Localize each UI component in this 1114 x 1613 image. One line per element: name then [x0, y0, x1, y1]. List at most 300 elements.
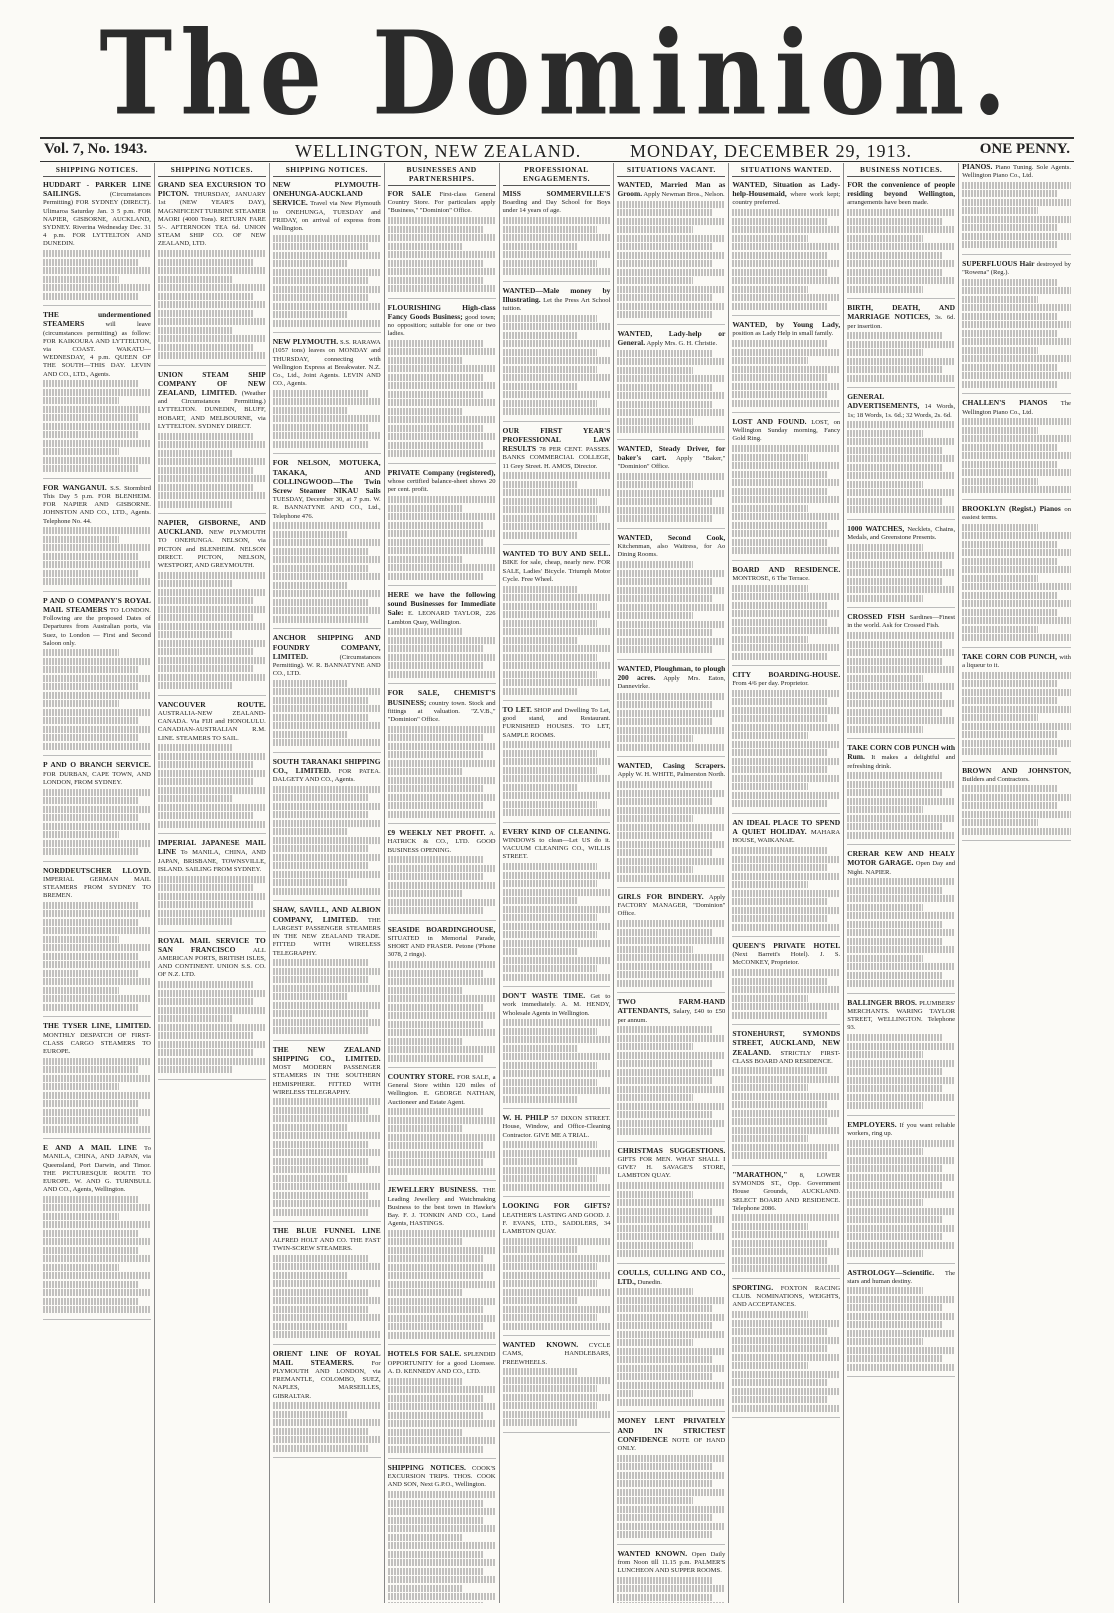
- small-print-line: [273, 731, 349, 738]
- small-print-line: [273, 1411, 349, 1418]
- small-print-line: [732, 1214, 840, 1221]
- small-print-line: [847, 878, 955, 885]
- classified-ad: [273, 1046, 381, 1223]
- small-print-line: [273, 539, 381, 546]
- small-print-line: [847, 1165, 942, 1172]
- small-print-line: [617, 621, 725, 628]
- small-print-line: [503, 750, 598, 757]
- newspaper-column: [40, 163, 155, 1603]
- small-print-line: [43, 927, 151, 934]
- small-print-line: [847, 946, 955, 953]
- small-print-line: [617, 1305, 712, 1312]
- small-print-line: [273, 811, 368, 818]
- small-print-line: [503, 775, 611, 782]
- small-print-line: [158, 318, 266, 325]
- ad-title: FOR SALE, CHEMIST'S BUSINESS;: [387, 688, 496, 707]
- small-print-line: [503, 1028, 598, 1035]
- small-print-line: [388, 1534, 464, 1541]
- small-print-line: [43, 961, 151, 968]
- small-print-line: [847, 1296, 955, 1303]
- ad-body: Piano Tuning. Sole Agents. Wellington Piano Co., Ltd.: [962, 164, 1071, 180]
- small-print-line: [617, 201, 725, 208]
- small-print-line: [617, 367, 693, 374]
- classified-ad: [847, 525, 955, 608]
- small-print-line: [503, 880, 598, 887]
- small-print-line: [847, 209, 955, 216]
- small-print-line: [273, 1175, 349, 1182]
- small-print-line: [617, 1594, 712, 1601]
- small-print-line: [617, 481, 693, 488]
- ad-body: Apply FACTORY MANAGER, "Dominion" Office.: [617, 894, 726, 918]
- ad-body: COOK'S EXCURSION TRIPS. THOS. COOK AND SON, Next G.P.O., Wellington.: [387, 1465, 496, 1489]
- small-print-line: [732, 505, 808, 512]
- small-print-line: [732, 732, 808, 739]
- classified-ad: [617, 330, 725, 440]
- classified-ad: [962, 260, 1071, 394]
- ad-title: CROSSED FISH: [847, 612, 906, 622]
- small-print-line: [617, 1480, 712, 1487]
- small-print-line: [962, 207, 1038, 214]
- ad-title: WANTED, Casing Scrapers.: [617, 761, 726, 771]
- ad-body: The stars and human destiny.: [847, 1269, 956, 1285]
- newspaper-column: [385, 163, 500, 1603]
- small-print-line: [847, 980, 955, 987]
- ad-body: THURSDAY, JANUARY 1st (NEW YEAR'S DAY), MAGNIFICENT TURBINE STEAMER MAORI (4000 Tons). RETURN FARE 5/-. AFTERNOON TEA 6d. UNION STEAM SHIP CO. OF NEW ZEALAND, LTD.: [157, 191, 266, 248]
- small-print-line: [273, 1445, 368, 1452]
- small-print-line: [732, 1396, 827, 1403]
- small-print-line: [617, 252, 725, 259]
- small-print-line: [273, 286, 381, 293]
- ad-title: EVERY KIND OF CLEANING.: [502, 826, 611, 836]
- small-print-line: [847, 481, 923, 488]
- small-print-line: [273, 688, 381, 695]
- small-print-line: [503, 1368, 579, 1375]
- ad-title: SUPERFLUOUS Hair: [962, 258, 1035, 268]
- small-print-line: [732, 610, 840, 617]
- small-print-line: [503, 645, 611, 652]
- small-print-line: [732, 488, 827, 495]
- volume-number: Vol. 7, No. 1943.: [44, 141, 148, 157]
- small-print-line: [732, 1337, 840, 1344]
- ad-body: For PLYMOUTH AND LONDON, via FREMANTLE, COLOMBO, SUEZ, NAPLES, MARSEILLES, GIBRALTAR.: [272, 1359, 381, 1400]
- page-columns: [40, 163, 1074, 1603]
- small-print-line: [503, 688, 579, 695]
- small-print-line: [388, 777, 496, 784]
- small-print-line: [273, 294, 368, 301]
- small-print-line: [158, 580, 234, 587]
- small-print-line: [273, 803, 381, 810]
- ad-title: OUR FIRST YEAR'S PROFESSIONAL LAW RESULTS: [502, 425, 611, 454]
- small-print-line: [617, 409, 725, 416]
- small-print-line: [158, 640, 266, 647]
- small-print-line: [847, 455, 955, 462]
- small-print-line: [43, 700, 119, 707]
- small-print-line: [388, 425, 483, 432]
- small-print-line: [503, 472, 611, 479]
- ad-body: 8, LOWER SYMONDS ST., Opp. Government House Grounds, AUCKLAND. SELECT BOARD AND RESIDENCE. Telephone 2086.: [732, 1171, 841, 1212]
- small-print-line: [617, 954, 725, 961]
- small-print-line: [43, 726, 151, 733]
- small-print-line: [158, 467, 253, 474]
- small-print-line: [847, 1140, 955, 1147]
- small-print-line: [732, 907, 840, 914]
- small-print-line: [43, 1126, 151, 1133]
- small-print-line: [732, 303, 827, 310]
- small-print-line: [273, 432, 381, 439]
- small-print-line: [43, 1066, 138, 1073]
- ad-title: GRAND SEA EXCURSION TO PICTON.: [157, 180, 266, 199]
- small-print-line: [273, 1183, 381, 1190]
- ad-title: CRERAR KEW AND HEALY MOTOR GARAGE.: [847, 849, 956, 868]
- small-print-line: [847, 938, 942, 945]
- small-print-line: [962, 626, 1038, 633]
- small-print-line: [962, 524, 1038, 531]
- small-print-line: [273, 845, 368, 852]
- small-print-line: [962, 199, 1071, 206]
- small-print-line: [732, 400, 840, 407]
- ad-title: PIANOS.: [962, 163, 993, 171]
- small-print-line: [43, 527, 151, 534]
- ad-title: WANTED TO BUY AND SELL.: [502, 549, 611, 559]
- ad-body: MAHARA HOUSE, WAIKANAE.: [732, 829, 841, 845]
- small-print-line: [732, 445, 840, 452]
- small-print-line: [847, 726, 923, 733]
- small-print-line: [43, 553, 138, 560]
- small-print-line: [43, 919, 138, 926]
- small-print-line: [617, 1208, 712, 1215]
- small-print-line: [732, 749, 827, 756]
- small-print-line: [43, 970, 138, 977]
- small-print-line: [847, 366, 942, 373]
- small-print-line: [847, 561, 942, 568]
- classified-ad: [962, 767, 1071, 842]
- ad-title: 1000 WATCHES,: [847, 523, 905, 533]
- small-print-line: [847, 1034, 942, 1041]
- small-print-line: [732, 1320, 840, 1327]
- small-print-line: [503, 1036, 611, 1043]
- small-print-line: [617, 426, 725, 433]
- small-print-line: [273, 993, 349, 1000]
- ad-body: (Circumstances Permitting) FOR SYDNEY (DIRECT). Ulimaroa Saturday Jan. 3 5 p.m. FOR NAPIER, GISBORNE, AUCKLAND, SYDNEY. Riverina Wednesday Dec. 31 4 p.m. FOR LYTTELTON AND DUNEDIN.: [43, 191, 151, 248]
- ad-title: W. H. PHILP: [502, 1113, 549, 1123]
- small-print-line: [962, 634, 1071, 641]
- small-print-line: [388, 1500, 483, 1507]
- small-print-line: [732, 741, 840, 748]
- ad-title: QUEEN'S PRIVATE HOTEL: [732, 941, 841, 951]
- small-print-line: [388, 1585, 464, 1592]
- small-print-line: [732, 454, 808, 461]
- small-print-line: [503, 1087, 611, 1094]
- ad-body: 14 Words, 1s; 18 Words, 1s. 6d.; 32 Words, 2s. 6d.: [847, 403, 956, 419]
- small-print-line: [732, 462, 840, 469]
- small-print-line: [617, 1339, 693, 1346]
- ad-body: Sardines—Finest in the world. Ask for Crossed Fish.: [847, 614, 956, 630]
- newspaper-column: [844, 163, 959, 1603]
- ad-title: BALLINGER BROS.: [847, 997, 917, 1007]
- small-print-line: [617, 235, 725, 242]
- small-print-line: [847, 438, 955, 445]
- small-print-line: [847, 1321, 942, 1328]
- small-print-line: [847, 832, 955, 839]
- small-print-line: [388, 442, 483, 449]
- small-print-line: [43, 666, 138, 673]
- small-print-line: [388, 734, 483, 741]
- ad-body: Open Daily from Noon till 11.15 p.m. PALMER'S LUNCHEON AND SUPPER ROOMS.: [617, 1550, 726, 1575]
- small-print-line: [158, 301, 266, 308]
- classified-ad: [503, 190, 611, 282]
- small-print-line: [503, 767, 598, 774]
- small-print-line: [43, 831, 119, 838]
- small-print-line: [617, 1086, 725, 1093]
- classified-ad: [273, 181, 381, 333]
- small-print-line: [847, 1225, 955, 1232]
- small-print-line: [273, 1010, 368, 1017]
- small-print-line: [617, 807, 725, 814]
- ad-title: HOTELS FOR SALE.: [387, 1349, 462, 1359]
- small-print-line: [847, 1364, 955, 1371]
- small-print-line: [732, 243, 840, 250]
- ad-body: Open Day and Night. NAPIER.: [847, 860, 956, 876]
- small-print-line: [273, 1297, 381, 1304]
- small-print-line: [43, 457, 151, 464]
- small-print-line: [847, 929, 955, 936]
- small-print-line: [273, 1255, 368, 1262]
- small-print-line: [503, 940, 611, 947]
- small-print-line: [617, 1348, 725, 1355]
- ad-title: TWO FARM-HAND ATTENDANTS,: [617, 997, 726, 1016]
- small-print-line: [732, 530, 840, 537]
- ad-body: First-class General Country Store. For particulars apply "Business," "Dominion" Office.: [387, 191, 496, 215]
- small-print-line: [43, 658, 151, 665]
- small-print-line: [732, 235, 808, 242]
- small-print-line: [617, 498, 712, 505]
- small-print-line: [617, 1322, 712, 1329]
- small-print-line: [503, 515, 598, 522]
- small-print-line: [158, 589, 266, 596]
- small-print-line: [158, 787, 266, 794]
- small-print-line: [158, 1058, 266, 1065]
- small-print-line: [43, 397, 119, 404]
- small-print-line: [847, 260, 955, 267]
- small-print-line: [617, 561, 693, 568]
- small-print-line: [617, 311, 712, 318]
- small-print-line: [43, 717, 138, 724]
- small-print-line: [388, 1306, 483, 1313]
- small-print-line: [43, 692, 151, 699]
- small-print-line: [388, 1332, 496, 1339]
- small-print-line: [503, 863, 598, 870]
- ad-body: Apply "Baker," "Dominion" Office.: [617, 455, 726, 471]
- small-print-line: [43, 259, 138, 266]
- small-print-line: [617, 1250, 725, 1257]
- small-print-line: [617, 946, 693, 953]
- small-print-line: [732, 294, 840, 301]
- small-print-line: [617, 1531, 712, 1538]
- small-print-line: [847, 1085, 942, 1092]
- small-print-line: [158, 284, 266, 291]
- small-print-line: [617, 384, 712, 391]
- small-print-line: [43, 1306, 151, 1313]
- small-print-line: [847, 1216, 942, 1223]
- small-print-line: [158, 665, 253, 672]
- ad-title: BOARD AND RESIDENCE.: [732, 564, 841, 574]
- small-print-line: [847, 1330, 955, 1337]
- small-print-line: [388, 856, 483, 863]
- small-print-line: [388, 1012, 496, 1019]
- small-print-line: [732, 522, 827, 529]
- ad-title: CHRISTMAS SUGGESTIONS.: [617, 1145, 726, 1155]
- small-print-line: [732, 1076, 840, 1083]
- small-print-line: [847, 1148, 923, 1155]
- ad-title: GIRLS FOR BINDERY.: [617, 892, 704, 902]
- small-print-line: [962, 452, 1071, 459]
- ad-body: Apply Mrs. G. H. Christie.: [646, 340, 718, 348]
- small-print-line: [847, 498, 942, 505]
- small-print-line: [388, 743, 496, 750]
- small-print-line: [43, 1075, 151, 1082]
- small-print-line: [43, 448, 119, 455]
- small-print-line: [388, 768, 464, 775]
- small-print-line: [388, 907, 483, 914]
- ad-body: FOXTON RACING CLUB. NOMINATIONS, WEIGHTS, AND ACCEPTANCES.: [732, 1284, 841, 1309]
- small-print-line: [503, 784, 579, 791]
- small-print-line: [847, 632, 955, 639]
- small-print-line: [158, 492, 266, 499]
- classified-ad: [732, 1171, 840, 1279]
- ad-body: THE LARGEST PASSENGER STEAMERS IN THE NEW ZEALAND TRADE. FITTED WITH WIRELESS TELEGRAPHY.: [272, 916, 381, 957]
- small-print-line: [503, 931, 598, 938]
- small-print-line: [43, 797, 138, 804]
- small-print-line: [43, 406, 151, 413]
- small-print-line: [273, 1263, 381, 1270]
- small-print-line: [732, 653, 827, 660]
- small-print-line: [617, 1463, 712, 1470]
- masthead: [0, 0, 1114, 142]
- small-print-line: [732, 792, 840, 799]
- small-print-line: [617, 218, 725, 225]
- small-print-line: [617, 744, 725, 751]
- small-print-line: [962, 216, 1071, 223]
- small-print-line: [732, 619, 827, 626]
- classified-ad: [617, 1147, 725, 1264]
- small-print-line: [43, 250, 151, 257]
- small-print-line: [388, 1508, 496, 1515]
- small-print-line: [617, 1128, 712, 1135]
- small-print-line: [732, 1118, 827, 1125]
- classified-ad: [617, 665, 725, 758]
- small-print-line: [388, 1134, 496, 1141]
- ad-body: S.S. Stormbird This Day 5 p.m. FOR BLENHEIM. FOR NAPIER AND GISBORNE. JOHNSTON AND CO., LTD., Agents. Telephone No. 44.: [43, 484, 151, 525]
- small-print-line: [617, 858, 725, 865]
- small-print-line: [962, 828, 1071, 835]
- small-print-line: [503, 226, 598, 233]
- small-print-line: [273, 985, 381, 992]
- small-print-line: [388, 539, 483, 546]
- small-print-line: [388, 564, 496, 571]
- ad-title: COUNTRY STORE.: [387, 1072, 455, 1082]
- ad-body: From 4/6 per day. Proprietor.: [732, 680, 809, 688]
- small-print-line: [388, 1420, 496, 1427]
- ad-title: BROWN AND JOHNSTON,: [962, 765, 1071, 775]
- small-print-line: [617, 693, 725, 700]
- small-print-line: [847, 1174, 955, 1181]
- small-print-line: [273, 837, 381, 844]
- ad-body: TUESDAY, December 30, at 7 p.m. W. R. BANNATYNE AND CO., Ltd., Telephone 476.: [272, 496, 381, 520]
- small-print-line: [158, 276, 234, 283]
- small-print-line: [43, 536, 119, 543]
- classified-ad: [273, 906, 381, 1040]
- small-print-line: [388, 1378, 464, 1385]
- classified-ad: [158, 839, 266, 931]
- classified-ad: [43, 484, 151, 592]
- small-print-line: [503, 1158, 579, 1165]
- small-print-line: [273, 424, 368, 431]
- ad-title: MONEY LENT PRIVATELY AND IN STRICTEST CONFIDENCE: [617, 1416, 726, 1444]
- small-print-line: [388, 1004, 483, 1011]
- small-print-line: [732, 1152, 827, 1159]
- small-print-line: [43, 709, 151, 716]
- small-print-line: [43, 414, 138, 421]
- small-print-line: [732, 915, 827, 922]
- small-print-line: [732, 690, 840, 697]
- ad-body: E. LEONARD TAYLOR, 226 Lambton Quay, Wellington.: [387, 610, 496, 626]
- classified-ad: [617, 181, 725, 325]
- small-print-line: [388, 505, 464, 512]
- small-print-line: [503, 872, 611, 879]
- small-print-line: [503, 1045, 579, 1052]
- small-print-line: [847, 235, 923, 242]
- small-print-line: [273, 879, 349, 886]
- small-print-line: [847, 666, 955, 673]
- small-print-line: [617, 392, 725, 399]
- classified-ad: [847, 1121, 955, 1264]
- small-print-line: [273, 1314, 381, 1321]
- small-print-line: [962, 541, 1058, 548]
- small-print-line: [503, 974, 611, 981]
- small-print-line: [962, 224, 1058, 231]
- small-print-line: [847, 1287, 923, 1294]
- classified-ad: [847, 181, 955, 299]
- classified-ad: [273, 338, 381, 454]
- small-print-line: [388, 1386, 496, 1393]
- classified-ad: [617, 1550, 725, 1603]
- small-print-line: [503, 594, 611, 601]
- small-print-line: [43, 734, 138, 741]
- small-print-line: [732, 873, 840, 880]
- small-print-line: [732, 1110, 840, 1117]
- small-print-line: [617, 929, 712, 936]
- small-print-line: [158, 1007, 266, 1014]
- small-print-line: [732, 252, 827, 259]
- ad-body: ALL AMERICAN PORTS, BRITISH ISLES, AND CONTINENT. UNION S.S. CO. OF N.Z. LTD.: [157, 946, 266, 979]
- small-print-line: [43, 814, 138, 821]
- small-print-line: [388, 1264, 496, 1271]
- ad-title: IMPERIAL JAPANESE MAIL LINE: [157, 838, 266, 857]
- small-print-line: [847, 243, 955, 250]
- small-print-line: [962, 706, 1071, 713]
- classified-ad: [273, 459, 381, 629]
- small-print-line: [732, 1003, 840, 1010]
- small-print-line: [617, 1199, 725, 1206]
- ad-body: BIKE for sale, cheap, nearly new. FOR SALE, Ladies' Bicycle. Triumph Motor Cycle. Free Wheel.: [502, 559, 611, 583]
- small-print-line: [962, 233, 1071, 240]
- small-print-line: [732, 1231, 840, 1238]
- classified-ad: [617, 445, 725, 529]
- small-print-line: [43, 823, 151, 830]
- small-print-line: [388, 556, 464, 563]
- small-print-line: [43, 1196, 138, 1203]
- small-print-line: [273, 1306, 368, 1313]
